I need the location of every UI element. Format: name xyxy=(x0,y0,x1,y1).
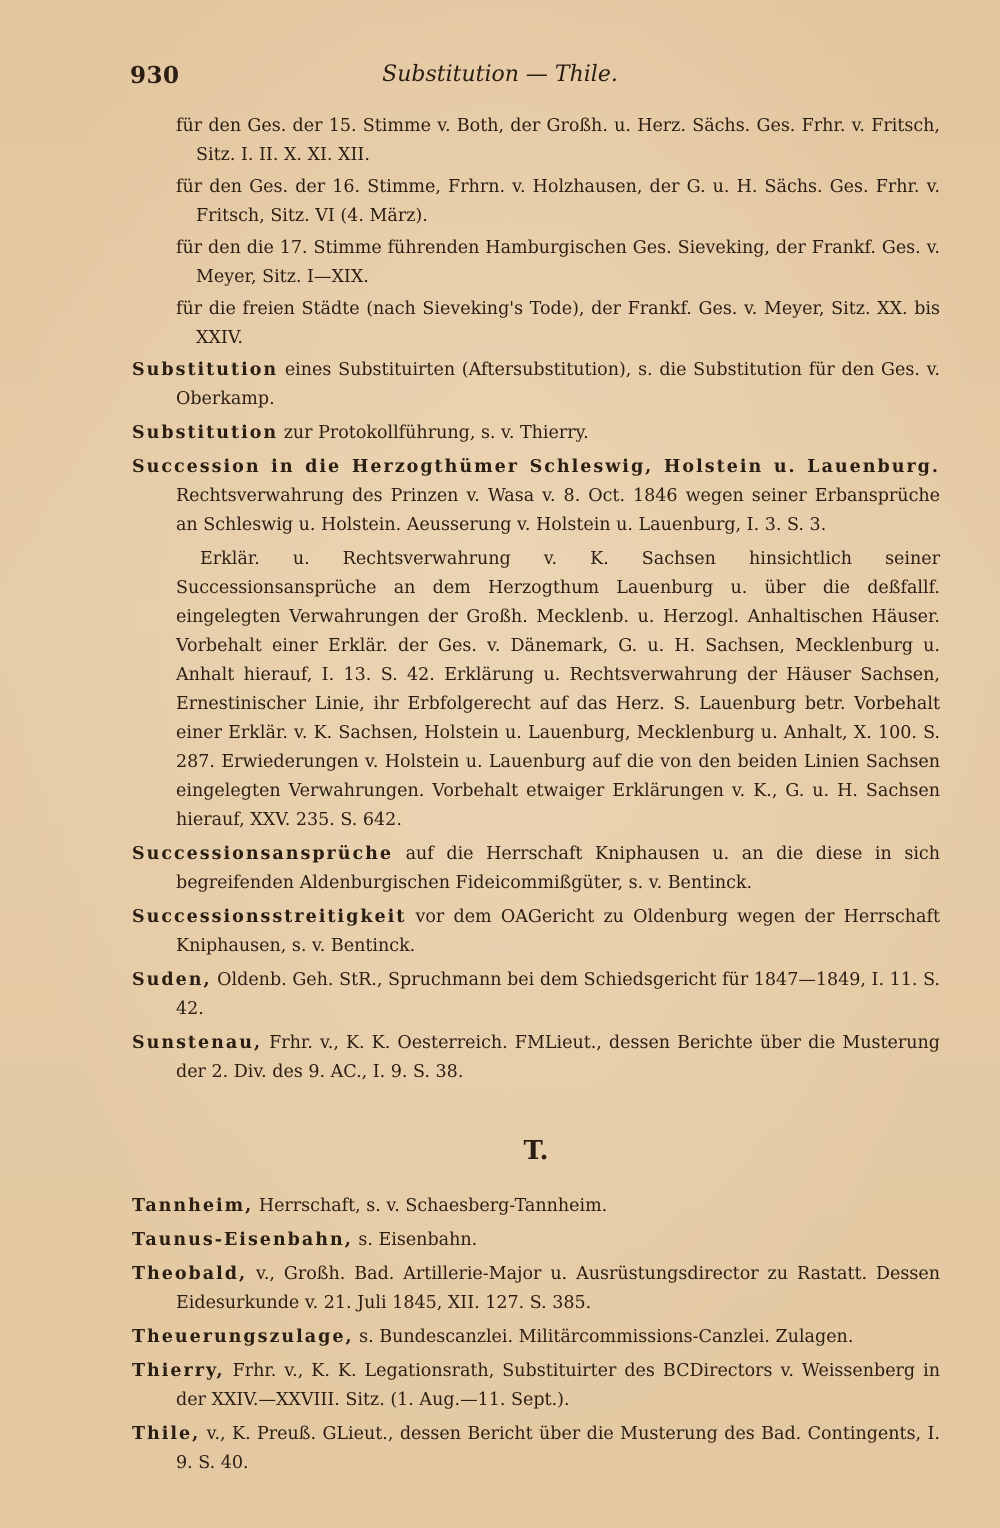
entry-text: v., Großh. Bad. Artillerie-Major u. Ausrüstungsdirector zu Rastatt. Dessen Eidesurkunde v. 21. Juli 1845, XII. 127. S. 385. xyxy=(176,1264,940,1313)
entry-term: Theuerungszulage, xyxy=(132,1327,354,1347)
index-entry xyxy=(132,966,940,1024)
entry-text: Rechtsverwahrung des Prinzen v. Wasa v. 8. Oct. 1846 wegen seiner Erbansprüche an Schleswig u. Holstein. Aeusserung v. Holstein u. Lauenburg, I. 3. S. 3. xyxy=(176,486,940,535)
entry-text: s. Bundescanzlei. Militärcommissions-Canzlei. Zulagen. xyxy=(353,1327,854,1347)
entry-term: Successionsstreitigkeit xyxy=(132,907,407,927)
entry-text: Oldenb. Geh. StR., Spruchmann bei dem Schiedsgericht für 1847—1849, I. 11. S. 42. xyxy=(176,970,940,1019)
index-entry xyxy=(132,453,940,540)
entry-text: vor dem OAGericht zu Oldenburg wegen der Herrschaft Kniphausen, s. v. Bentinck. xyxy=(176,907,940,956)
entry-term: Sunstenau, xyxy=(132,1033,263,1053)
index-entries-s xyxy=(132,112,940,1087)
entry-text: für den Ges. der 15. Stimme v. Both, der Großh. u. Herz. Sächs. Ges. Frhr. v. Fritsch, Sitz. I. II. X. XI. XII. xyxy=(176,116,940,165)
index-entries-t xyxy=(132,1192,940,1478)
entry-term: Tannheim, xyxy=(132,1196,254,1216)
index-entry xyxy=(132,903,940,961)
entry-text: Herrschaft, s. v. Schaesberg-Tannheim. xyxy=(253,1196,608,1216)
running-title: Substitution — Thile. xyxy=(382,62,618,87)
entry-term: Succession in die Herzogthümer Schleswig, Holstein u. Lauenburg. xyxy=(132,457,940,477)
entry-text: auf die Herrschaft Kniphausen u. an die diese in sich begreifenden Aldenburgischen Fideicommißgüter, s. v. Bentinck. xyxy=(176,844,940,893)
entry-term: Substitution xyxy=(132,423,279,443)
index-subentry xyxy=(132,295,940,353)
index-entry xyxy=(132,1192,940,1221)
index-entry xyxy=(132,1420,940,1478)
entry-term: Substitution xyxy=(132,360,279,380)
entry-text: Frhr. v., K. K. Legationsrath, Substituirter des BCDirectors v. Weissenberg in der XXIV.—XXVIII. Sitz. (1. Aug.—11. Sept.). xyxy=(176,1361,940,1410)
entry-term: Taunus-Eisenbahn, xyxy=(132,1230,353,1250)
entry-text: zur Protokollführung, s. v. Thierry. xyxy=(278,423,589,443)
page-number: 930 xyxy=(130,62,180,89)
index-entry xyxy=(132,419,940,448)
index-entry xyxy=(132,356,940,414)
entry-text: eines Substituirten (Aftersubstitution), s. die Substitution für den Ges. v. Oberkamp. xyxy=(176,360,940,409)
index-subentry xyxy=(132,112,940,170)
entry-term: Thierry, xyxy=(132,1361,225,1381)
entry-term: Successionsansprüche xyxy=(132,844,394,864)
section-letter: T. xyxy=(523,1136,549,1166)
entry-text: für den Ges. der 16. Stimme, Frhrn. v. Holzhausen, der G. u. H. Sächs. Ges. Frhr. v. Fritsch, Sitz. VI (4. März). xyxy=(176,177,940,226)
page-header xyxy=(0,62,1000,96)
index-entry xyxy=(132,840,940,898)
index-entry xyxy=(132,1029,940,1087)
index-entry xyxy=(132,1226,940,1255)
index-entry xyxy=(132,1260,940,1318)
entry-text: für die freien Städte (nach Sieveking's Tode), der Frankf. Ges. v. Meyer, Sitz. XX. bis XXIV. xyxy=(176,299,940,348)
index-entry xyxy=(132,1323,940,1352)
index-continuation xyxy=(132,545,940,835)
entry-text: Frhr. v., K. K. Oesterreich. FMLieut., dessen Berichte über die Musterung der 2. Div. des 9. AC., I. 9. S. 38. xyxy=(176,1033,940,1082)
index-subentry xyxy=(132,234,940,292)
entry-text: s. Eisenbahn. xyxy=(352,1230,478,1250)
entry-text: Erklär. u. Rechtsverwahrung v. K. Sachsen hinsichtlich seiner Successionsansprüche an dem Herzogthum Lauenburg u. über die deßfallf. eingelegten Verwahrungen der Großh. Mecklenb. u. Herzogl. Anhaltischen Häuser. Vorbehalt einer Erklär. der Ges. v. Dänemark, G. u. H. Sachsen, Mecklenburg u. Anhalt hierauf, I. 13. S. 42. Erklärung u. Rechtsverwahrung der Häuser Sachsen, Ernestinischer Linie, ihr Erbfolgerecht auf das Herz. S. Lauenburg betr. Vorbehalt einer Erklär. v. K. Sachsen, Holstein u. Lauenburg, Mecklenburg u. Anhalt, X. 100. S. 287. Erwiederungen v. Holstein u. Lauenburg auf die von den beiden Linien Sachsen eingelegten Verwahrungen. Vorbehalt etwaiger Erklärungen v. K., G. u. H. Sachsen hierauf, XXV. 235. S. 642. xyxy=(176,549,940,830)
entry-term: Thile, xyxy=(132,1424,201,1444)
entry-text: v., K. Preuß. GLieut., dessen Bericht über die Musterung des Bad. Contingents, I. 9. S. 40. xyxy=(176,1424,940,1473)
index-content xyxy=(132,112,940,1483)
entry-term: Theobald, xyxy=(132,1264,248,1284)
index-entry xyxy=(132,1357,940,1415)
index-subentry xyxy=(132,173,940,231)
entry-term: Suden, xyxy=(132,970,212,990)
entry-text: für den die 17. Stimme führenden Hamburgischen Ges. Sieveking, der Frankf. Ges. v. Meyer, Sitz. I—XIX. xyxy=(176,238,940,287)
